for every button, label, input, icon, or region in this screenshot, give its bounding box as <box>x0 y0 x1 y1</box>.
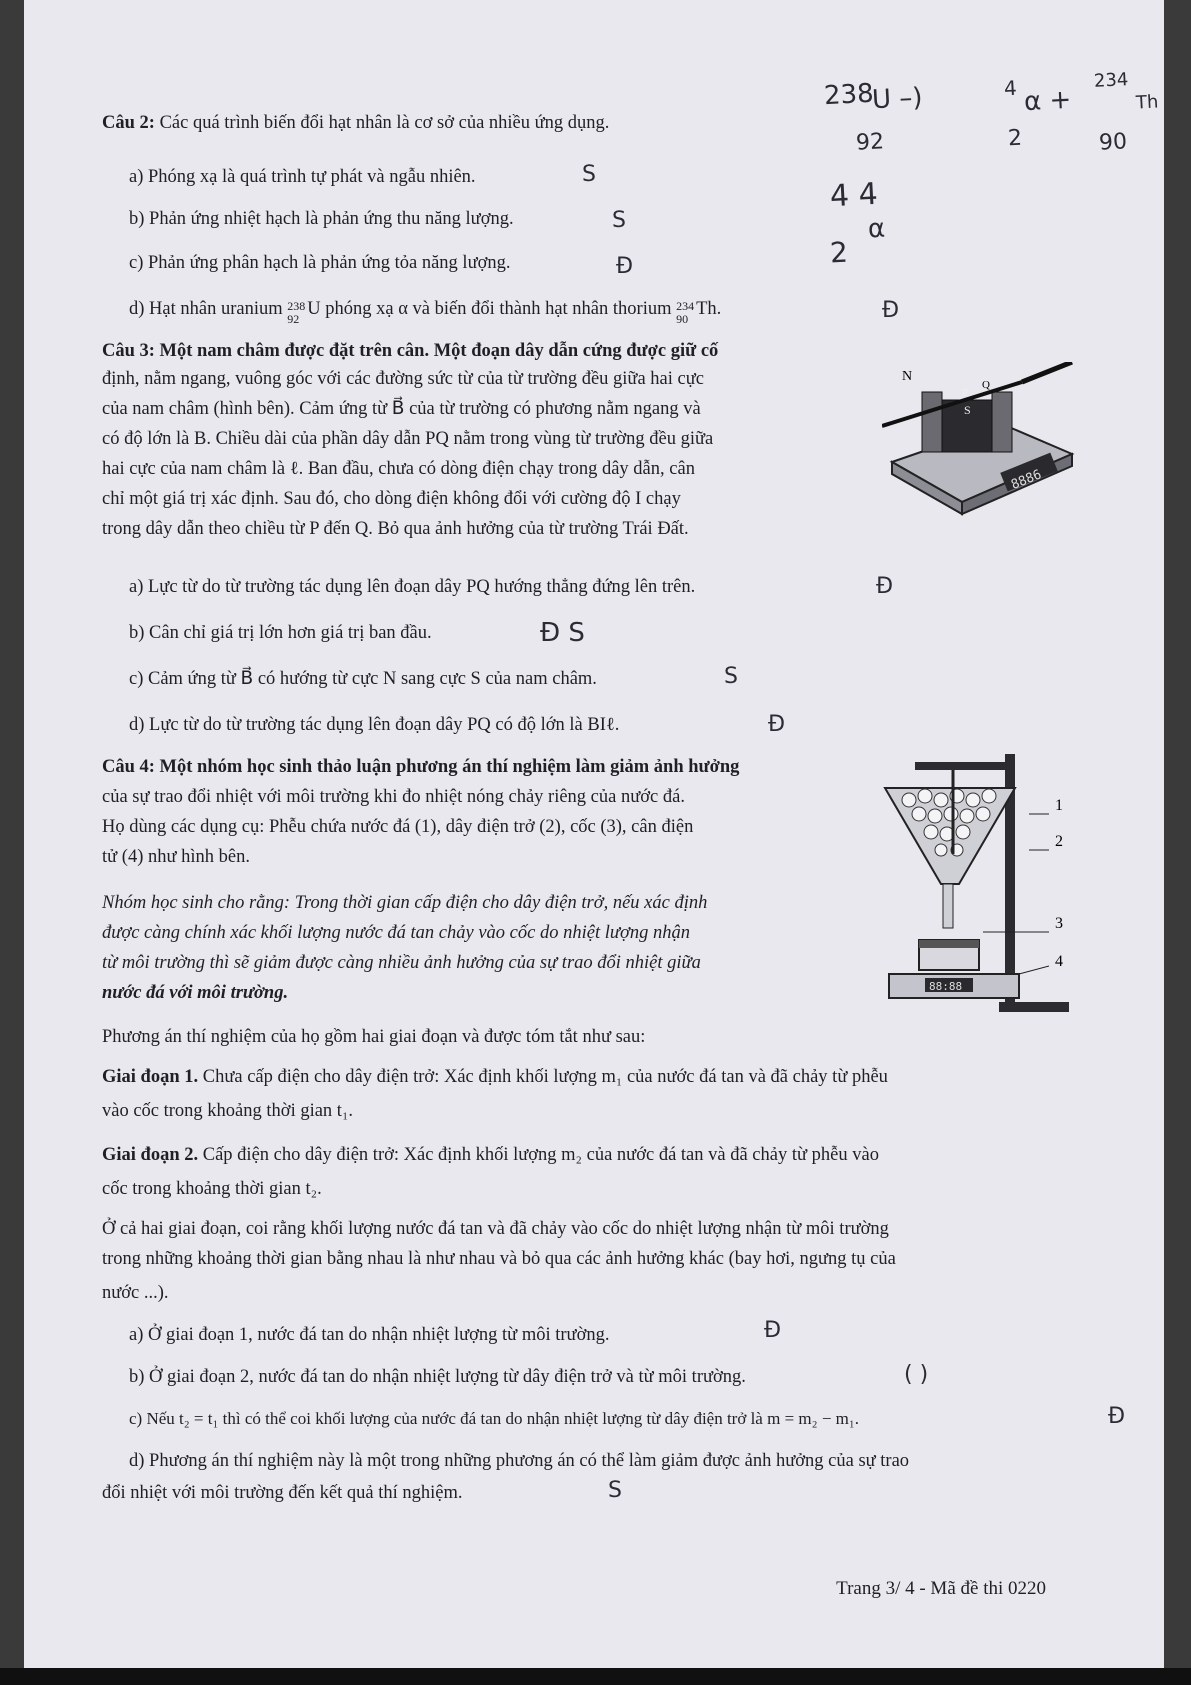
q2-option-b: b) Phản ứng nhiệt hạch là phản ứng thu năng lượng. <box>129 209 514 229</box>
answer-mark: S <box>612 208 626 233</box>
q4-stage-1-cont: vào cốc trong khoảng thời gian t₁. <box>102 1101 354 1121</box>
answer-mark: Đ S <box>540 618 585 648</box>
handwritten-note: 2 <box>1007 125 1023 152</box>
magnet-scale-figure <box>882 362 1082 522</box>
handwritten-note: 238 <box>823 78 875 112</box>
scale-display-text: 8886 <box>1009 467 1044 493</box>
stage-text: Chưa cấp điện cho dây điện trở: Xác định khối lượng m₁ của nước đá tan và đã chảy từ phễu <box>198 1067 888 1087</box>
answer-mark: S <box>582 162 596 187</box>
cup-water <box>919 940 979 948</box>
q3-option-d: d) Lực từ do từ trường tác dụng lên đoạn dây PQ có độ lớn là BIℓ. <box>129 715 620 735</box>
handwritten-note: α <box>867 213 886 245</box>
funnel-stem <box>943 884 953 928</box>
uranium-notation <box>287 298 307 326</box>
magnet-pole-s <box>992 392 1012 452</box>
answer-mark: Đ <box>764 1318 782 1343</box>
q4-option-b: b) Ở giai đoạn 2, nước đá tan do nhận nhiệt lượng từ dây điện trở và từ môi trường. <box>129 1367 746 1387</box>
q2-option-d <box>129 298 722 326</box>
q4-option-c: c) Nếu t₂ = t₁ thì có thể coi khối lượng của nước đá tan do nhận nhiệt lượng từ dây điện trở là m = m₂ − m₁. <box>129 1409 860 1428</box>
bottom-edge <box>0 1668 1191 1685</box>
q3-option-b: b) Cân chỉ giá trị lớn hơn giá trị ban đầu. <box>129 623 432 643</box>
mass-number: 238 <box>287 298 306 313</box>
q4-note-line: Ở cả hai giai đoạn, coi rằng khối lượng nước đá tan và đã chảy vào cốc do nhiệt lượng nhận từ môi trường <box>102 1219 889 1239</box>
answer-mark: Đ <box>876 574 894 599</box>
q4-option-d-cont: đổi nhiệt với môi trường đến kết quả thí nghiệm. <box>102 1483 463 1503</box>
q3-line: định, nằm ngang, vuông góc với các đường sức từ của từ trường đều giữa hai cực <box>102 369 704 389</box>
atomic-number: 90 <box>676 311 689 326</box>
ice-funnel-figure <box>879 744 1079 1028</box>
q4-line: tử (4) như hình bên. <box>102 847 250 867</box>
stage-label: Giai đoạn 2. <box>102 1145 199 1165</box>
exam-page <box>24 0 1164 1670</box>
q4-option-a: a) Ở giai đoạn 1, nước đá tan do nhận nhiệt lượng từ môi trường. <box>129 1325 610 1345</box>
answer-mark: Đ <box>616 254 634 279</box>
handwritten-note: α + <box>1023 84 1072 118</box>
answer-mark: Đ <box>1108 1404 1126 1429</box>
wire-label-q: Q <box>982 379 990 391</box>
q4-note-line: nước ...). <box>102 1283 169 1303</box>
answer-mark: S <box>608 1478 622 1503</box>
q4-note-line: trong những khoảng thời gian bằng nhau là như nhau và bỏ qua các ảnh hưởng khác (bay hơi, ngưng tụ của <box>102 1249 896 1269</box>
answer-mark: S <box>724 664 738 689</box>
q2-option-c: c) Phản ứng phân hạch là phản ứng tỏa năng lượng. <box>129 253 511 273</box>
q4-claim-line: được càng chính xác khối lượng nước đá tan chảy vào cốc do nhiệt lượng nhận <box>102 923 690 943</box>
q4-option-d: d) Phương án thí nghiệm này là một trong những phương án có thể làm giảm được ảnh hưởng của sự trao <box>129 1451 910 1471</box>
handwritten-note: 4 4 <box>829 176 879 215</box>
stand-arm <box>915 762 1015 770</box>
q4-line: Câu 4: Một nhóm học sinh thảo luận phương án thí nghiệm làm giảm ảnh hưởng <box>102 757 740 777</box>
label-scale: 4 <box>1055 953 1063 970</box>
q2-option-a: a) Phóng xạ là quá trình tự phát và ngẫu nhiên. <box>129 167 476 187</box>
label-line <box>1019 966 1049 974</box>
pole-label-s: S <box>964 403 971 417</box>
scale-display-text: 88:88 <box>929 980 963 993</box>
stage-label: Giai đoạn 1. <box>102 1067 199 1087</box>
q4-plan: Phương án thí nghiệm của họ gồm hai giai đoạn và được tóm tắt như sau: <box>102 1027 646 1047</box>
answer-mark: ( ) <box>904 1362 929 1387</box>
atomic-number: 92 <box>287 311 300 326</box>
q4-stage-2 <box>102 1144 879 1166</box>
q3-line: trong dây dẫn theo chiều từ P đến Q. Bỏ qua ảnh hưởng của từ trường Trái Đất. <box>102 519 689 539</box>
q3-option-c: c) Cảm ứng từ B⃗ có hướng từ cực N sang cực S của nam châm. <box>129 669 597 689</box>
q3-line: hai cực của nam châm là ℓ. Ban đầu, chưa có dòng điện chạy trong dây dẫn, cân <box>102 459 695 479</box>
q3-line: Câu 3: Một nam châm được đặt trên cân. Một đoạn dây dẫn cứng được giữ cố <box>102 341 719 361</box>
stage-text: Cấp điện cho dây điện trở: Xác định khối lượng m₂ của nước đá tan và đã chảy từ phễu vào <box>198 1145 879 1165</box>
label-wire: 2 <box>1055 833 1063 850</box>
handwritten-note: U –) <box>871 82 924 116</box>
handwritten-note: Th <box>1135 91 1159 114</box>
q3-line: của nam châm (hình bên). Cảm ứng từ B⃗ của từ trường có phương nằm ngang và <box>102 399 701 419</box>
mass-number: 234 <box>676 298 695 313</box>
handwritten-note: 92 <box>855 129 885 156</box>
pole-label-n: N <box>902 369 913 384</box>
label-cup: 3 <box>1055 915 1063 932</box>
element-symbol: U <box>307 299 321 319</box>
q2-d-mid: phóng xạ α và biến đổi thành hạt nhân thorium <box>320 299 677 319</box>
question-2-text: Các quá trình biến đổi hạt nhân là cơ sở của nhiều ứng dụng. <box>154 113 610 133</box>
element-symbol: Th. <box>696 299 722 319</box>
q4-stage-2-cont: cốc trong khoảng thời gian t₂. <box>102 1179 322 1199</box>
handwritten-note: 2 <box>829 235 849 270</box>
q4-claim-line: Nhóm học sinh cho rằng: Trong thời gian cấp điện cho dây điện trở, nếu xác định <box>102 893 708 913</box>
q4-line: của sự trao đổi nhiệt với môi trường khi đo nhiệt nóng chảy riêng của nước đá. <box>102 787 685 807</box>
question-2-stem <box>102 112 609 134</box>
thorium-notation <box>676 298 696 326</box>
q3-line: có độ lớn là B. Chiều dài của phần dây dẫn PQ nằm trong vùng từ trường đều giữa <box>102 429 714 449</box>
answer-mark: Đ <box>882 298 900 323</box>
handwritten-note: 90 <box>1098 129 1128 156</box>
q3-option-a: a) Lực từ do từ trường tác dụng lên đoạn dây PQ hướng thẳng đứng lên trên. <box>129 577 696 597</box>
handwritten-note: 234 <box>1093 69 1129 92</box>
label-funnel: 1 <box>1055 797 1063 814</box>
q4-line: Họ dùng các dụng cụ: Phễu chứa nước đá (1), dây điện trở (2), cốc (3), cân điện <box>102 817 694 837</box>
wire-label-p: P <box>962 387 969 399</box>
q3-line: chỉ một giá trị xác định. Sau đó, cho dòng điện không đổi với cường độ I chạy <box>102 489 681 509</box>
answer-mark: Đ <box>768 712 786 737</box>
q4-claim-line: từ môi trường thì sẽ giảm được càng nhiều ảnh hưởng của sự trao đổi nhiệt giữa <box>102 953 701 973</box>
handwritten-note: 4 <box>1003 75 1018 101</box>
magnet-pole-n <box>922 392 942 452</box>
page-footer: Trang 3/ 4 - Mã đề thi 0220 <box>836 1578 1046 1599</box>
q4-claim-line: nước đá với môi trường. <box>102 983 289 1003</box>
q4-stage-1 <box>102 1066 888 1088</box>
q2-d-pre: d) Hạt nhân uranium <box>129 299 288 319</box>
question-2-label: Câu 2: <box>102 113 155 133</box>
stand-base <box>999 1002 1069 1012</box>
wire-holder <box>1022 362 1072 382</box>
